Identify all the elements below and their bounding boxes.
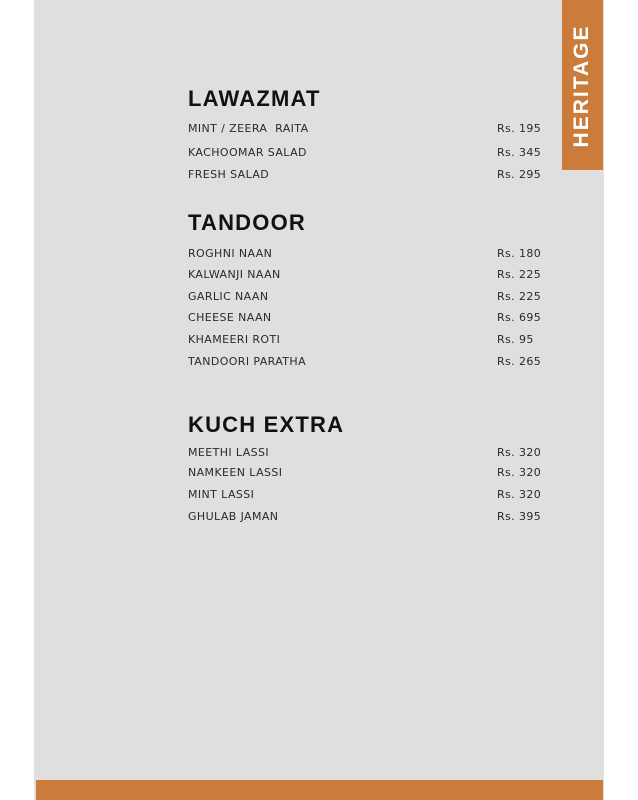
menu-item-name: KACHOOMAR SALAD xyxy=(188,146,307,159)
section-title-kuch-extra: KUCH EXTRA xyxy=(188,412,345,437)
menu-item-name: KHAMEERI ROTI xyxy=(188,333,281,346)
menu-item-price: Rs. 265 xyxy=(497,355,542,368)
section-title-lawazmat: LAWAZMAT xyxy=(188,86,321,111)
menu-item-price: Rs. 320 xyxy=(497,488,542,501)
menu-item-name: MEETHI LASSI xyxy=(188,446,270,459)
menu-item-price: Rs. 225 xyxy=(497,290,542,303)
brand-name: HERITAGE xyxy=(570,24,593,148)
footer-accent-bar xyxy=(36,780,603,800)
menu-item-name: KALWANJI NAAN xyxy=(188,268,281,281)
menu-item-price: Rs. 225 xyxy=(497,268,542,281)
menu-item-price: Rs. 195 xyxy=(497,122,542,135)
brand-tab xyxy=(562,0,603,170)
menu-item-price: Rs. 95 xyxy=(497,333,534,346)
menu-item-name: ROGHNI NAAN xyxy=(188,247,273,260)
menu-item-name: MINT LASSI xyxy=(188,488,255,501)
menu-item-name: FRESH SALAD xyxy=(188,168,270,181)
menu-item-price: Rs. 320 xyxy=(497,446,542,459)
menu-item-name: GHULAB JAMAN xyxy=(188,510,279,523)
menu-item-price: Rs. 320 xyxy=(497,466,542,479)
menu-page xyxy=(34,0,604,800)
menu-item-name: GARLIC NAAN xyxy=(188,290,269,303)
menu-item-price: Rs. 180 xyxy=(497,247,542,260)
menu-item-price: Rs. 345 xyxy=(497,146,542,159)
menu-item-price: Rs. 295 xyxy=(497,168,542,181)
right-margin xyxy=(604,0,638,800)
menu-item-name: NAMKEEN LASSI xyxy=(188,466,283,479)
section-title-tandoor: TANDOOR xyxy=(188,210,306,235)
menu-item-name: CHEESE NAAN xyxy=(188,311,272,324)
menu-item-price: Rs. 395 xyxy=(497,510,542,523)
menu-item-price: Rs. 695 xyxy=(497,311,542,324)
menu-item-name: MINT / ZEERA RAITA xyxy=(188,122,309,135)
left-margin xyxy=(0,0,34,800)
menu-item-name: TANDOORI PARATHA xyxy=(188,355,307,368)
